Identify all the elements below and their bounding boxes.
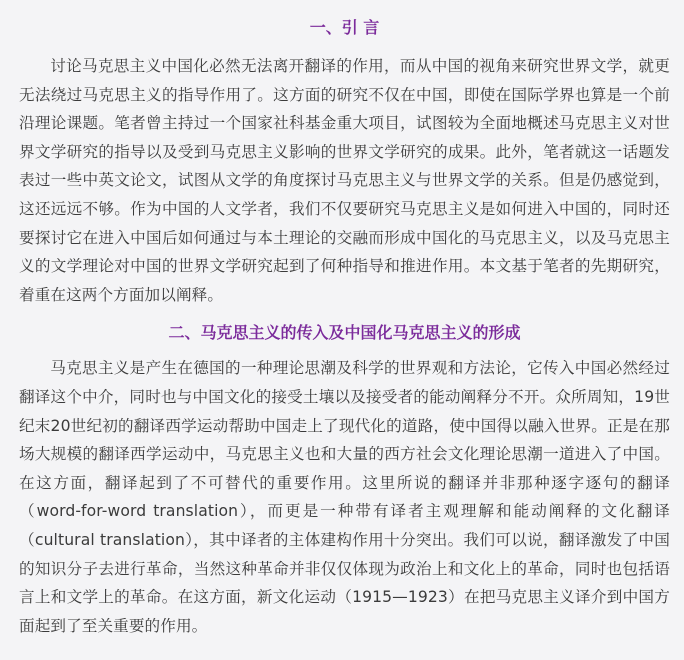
- section-2-paragraph: 马克思主义是产生在德国的一种理论思潮及科学的世界观和方法论，它传入中国必然经过翻译这个中介，同时也与中国文化的接受土壤以及接受者的能动阐释分不开。众所周知，19世纪末20世纪初的翻译西学运动帮助中国走上了现代化的道路，使中国得以融入世界。正是在那场大规模的翻译西学运动中，马克思主义也和大量的西方社会文化理论思潮一道进入了中国。在这方面，翻译起到了不可替代的重要作用。这里所说的翻译并非那种逐字逐句的翻译（word-for-word translation），而更是一种带有译者主观理解和能动阐释的文化翻译（cultural translation），其中译者的主体建构作用十分突出。我们可以说，翻译激发了中国的知识分子去进行革命，当然这种革命并非仅仅体现为政治上和文化上的革命，同时也包括语言上和文学上的革命。在这方面，新文化运动（1915—1923）在把马克思主义译介到中国方面起到了至关重要的作用。: [19, 359, 670, 635]
- section-1-heading: 一、引 言: [309, 18, 380, 37]
- section-1-paragraph: 讨论马克思主义中国化必然无法离开翻译的作用，而从中国的视角来研究世界文学，就更无法绕过马克思主义的指导作用了。这方面的研究不仅在中国，即使在国际学界也算是一个前沿理论课题。笔者曾主持过一个国家社科基金重大项目，试图较为全面地概述马克思主义对世界文学研究的指导以及受到马克思主义影响的世界文学研究的成果。此外，笔者就这一话题发表过一些中英文论文，试图从文学的角度探讨马克思主义与世界文学的关系。但是仍感觉到，这还远远不够。作为中国的人文学者，我们不仅要研究马克思主义是如何进入中国的，同时还要探讨它在进入中国后如何通过与本土理论的交融而形成中国化的马克思主义，以及马克思主义的文学理论对中国的世界文学研究起到了何种指导和推进作用。本文基于笔者的先期研究，着重在这两个方面加以阐释。: [19, 57, 670, 304]
- section-2-heading: 二、马克思主义的传入及中国化马克思主义的形成: [168, 323, 521, 343]
